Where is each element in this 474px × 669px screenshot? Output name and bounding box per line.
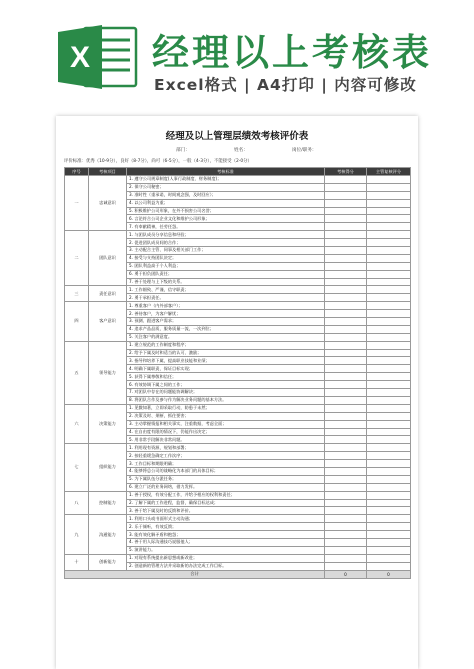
score-cell[interactable] (325, 223, 367, 231)
score-cell[interactable] (325, 286, 367, 294)
review-score-cell[interactable] (367, 420, 411, 428)
criterion-cell: 4. 善于用人际沟通技巧说服他人； (127, 538, 325, 546)
score-cell[interactable] (325, 562, 367, 570)
section-number: 七 (65, 444, 89, 491)
score-cell[interactable] (325, 270, 367, 278)
section-name: 组织能力 (89, 444, 127, 491)
criterion-cell: 5. 团队利益高于个人利益； (127, 262, 325, 270)
banner-title: 经理以上考核表 (152, 31, 432, 74)
criterion-cell: 5. 用非常手段解决非常问题。 (127, 436, 325, 444)
criterion-cell: 1. 遵守公司规章制度(人事行政制度、财务制度)； (127, 176, 325, 184)
review-score-cell[interactable] (367, 183, 411, 191)
review-score-cell[interactable] (367, 215, 411, 223)
criterion-cell: 6. 建立广泛的业务网络，借力发挥。 (127, 483, 325, 491)
criterion-cell: 1. 善于授权，有效分配工作，并给予相应的权利和责任； (127, 491, 325, 499)
score-cell[interactable] (325, 325, 367, 333)
review-score-cell[interactable] (367, 436, 411, 444)
score-cell[interactable] (325, 396, 367, 404)
criterion-cell: 5. 为下属队伍分派任务； (127, 475, 325, 483)
banner-subtitle: Excel格式 | A4打印 | 内容可修改 (154, 76, 417, 94)
review-score-cell[interactable] (367, 467, 411, 475)
criterion-cell: 3. 主动配合主管、同事及相关部门工作； (127, 247, 325, 255)
review-score-cell[interactable] (367, 239, 411, 247)
review-score-cell[interactable] (367, 176, 411, 184)
score-cell[interactable] (325, 183, 367, 191)
table-row (65, 491, 411, 499)
section-name: 客户意识 (89, 302, 127, 341)
score-cell[interactable] (325, 176, 367, 184)
table-body (65, 176, 411, 579)
score-cell[interactable] (325, 389, 367, 397)
criterion-cell: 4. 明确下属职责，保证目标实现； (127, 365, 325, 373)
review-score-cell[interactable] (367, 349, 411, 357)
criterion-cell: 7. 有奉献精神，任劳任怨。 (127, 223, 325, 231)
criterion-cell: 1. 利用口头或书面形式主动沟通； (127, 515, 325, 523)
criterion-cell: 2. 保守公司秘密； (127, 183, 325, 191)
section-number: 六 (65, 404, 89, 443)
score-cell[interactable] (325, 357, 367, 365)
score-cell[interactable] (325, 436, 367, 444)
review-score-cell[interactable] (367, 531, 411, 539)
table-row (65, 302, 411, 310)
score-cell[interactable] (325, 483, 367, 491)
review-score-cell[interactable] (367, 452, 411, 460)
criterion-cell: 4. 以公司利益为重； (127, 199, 325, 207)
evaluation-criteria: 评价标准：优秀（10-9分），良好（8-7分），尚可（6-5分），一般（4-3分），不能接受（2-0分） (64, 159, 252, 164)
score-cell[interactable] (325, 262, 367, 270)
review-score-cell[interactable] (367, 523, 411, 531)
header-review: 主管复核评分 (367, 168, 411, 176)
table-row (65, 341, 411, 349)
score-cell[interactable] (325, 428, 367, 436)
review-score-cell[interactable] (367, 389, 411, 397)
review-score-cell[interactable] (367, 247, 411, 255)
score-cell[interactable] (325, 310, 367, 318)
review-score-cell[interactable] (367, 325, 411, 333)
criterion-cell: 3. 主动掌握情报和相关事实，注重数据，考虑全面； (127, 420, 325, 428)
criterion-cell: 4. 在自由度有限的情况下，仍能作出决定； (127, 428, 325, 436)
section-number: 九 (65, 515, 89, 554)
total-review-score: 0 (367, 570, 411, 578)
criterion-cell: 6. 有效协调下属之间的工作； (127, 381, 325, 389)
header-standard: 考核标准 (127, 168, 325, 176)
section-name: 团队意识 (89, 231, 127, 286)
review-score-cell[interactable] (367, 396, 411, 404)
review-score-cell[interactable] (367, 483, 411, 491)
criterion-cell: 7. 善于处理与上下级的关系。 (127, 278, 325, 286)
review-score-cell[interactable] (367, 231, 411, 239)
criterion-cell: 1. 利用现有资源，规划和部署； (127, 444, 325, 452)
score-cell[interactable] (325, 199, 367, 207)
score-cell[interactable] (325, 538, 367, 546)
criterion-cell: 3. 工作目标和期限明确； (127, 460, 325, 468)
criterion-cell: 7. 对团队中存在的问题能协调解决； (127, 389, 325, 397)
review-score-cell[interactable] (367, 412, 411, 420)
total-row (65, 570, 411, 578)
document-title: 经理及以上管理层绩效考核评价表 (165, 131, 309, 142)
review-score-cell[interactable] (367, 270, 411, 278)
review-score-cell[interactable] (367, 318, 411, 326)
criterion-cell: 2. 乐于倾听，有效反馈； (127, 523, 325, 531)
review-score-cell[interactable] (367, 262, 411, 270)
criterion-cell: 5. 获得下属尊敬和信任； (127, 373, 325, 381)
review-score-cell[interactable] (367, 310, 411, 318)
table-row (65, 444, 411, 452)
review-score-cell[interactable] (367, 381, 411, 389)
criterion-cell: 3. 预测、跟进客户需求； (127, 318, 325, 326)
criterion-cell: 1. 见微知著，立即采取行动，防患于未然； (127, 404, 325, 412)
criterion-cell: 5. 演讲能力。 (127, 546, 325, 554)
score-cell[interactable] (325, 333, 367, 341)
table-row (65, 554, 411, 562)
criterion-cell: 3. 善于给下属及时的反馈和评价。 (127, 507, 325, 515)
document-sheet (56, 116, 418, 669)
score-cell[interactable] (325, 546, 367, 554)
score-cell[interactable] (325, 467, 367, 475)
score-cell[interactable] (325, 531, 367, 539)
criterion-cell: 3. 准时性（重承诺，时间观念强，及时回应）； (127, 191, 325, 199)
review-score-cell[interactable] (367, 546, 411, 554)
criterion-cell: 2. 善待客户，为客户解忧； (127, 310, 325, 318)
score-cell[interactable] (325, 294, 367, 302)
section-number: 一 (65, 176, 89, 231)
review-score-cell[interactable] (367, 365, 411, 373)
excel-logo-icon (54, 22, 140, 92)
score-cell[interactable] (325, 460, 367, 468)
header-score: 考核得分 (325, 168, 367, 176)
dept-field: 部门： (176, 148, 190, 153)
score-cell[interactable] (325, 254, 367, 262)
score-cell[interactable] (325, 215, 367, 223)
section-name: 控制能力 (89, 491, 127, 515)
criterion-cell: 1. 工作细致、严谨，信守职责； (127, 286, 325, 294)
section-number: 五 (65, 341, 89, 404)
score-cell[interactable] (325, 231, 367, 239)
review-score-cell[interactable] (367, 207, 411, 215)
criterion-cell: 6. 言论符合公司企业文化和维护公司形象； (127, 215, 325, 223)
review-score-cell[interactable] (367, 333, 411, 341)
section-number: 三 (65, 286, 89, 302)
section-name: 沟通能力 (89, 515, 127, 554)
total-score: 0 (325, 570, 367, 578)
evaluation-table (64, 167, 411, 579)
score-cell[interactable] (325, 523, 367, 531)
table-row (65, 404, 411, 412)
position-field: 岗位/职务： (292, 148, 317, 153)
review-score-cell[interactable] (367, 428, 411, 436)
score-cell[interactable] (325, 191, 367, 199)
score-cell[interactable] (325, 207, 367, 215)
review-score-cell[interactable] (367, 491, 411, 499)
criterion-cell: 2. 创造新的管理方法并采取新的办法完成工作目标。 (127, 562, 325, 570)
section-number: 四 (65, 302, 89, 341)
review-score-cell[interactable] (367, 499, 411, 507)
section-name: 责任意识 (89, 286, 127, 302)
table-row (65, 231, 411, 239)
score-cell[interactable] (325, 444, 367, 452)
table-header-row (65, 168, 411, 176)
criterion-cell: 3. 能有效化解矛盾和抱怨； (127, 531, 325, 539)
section-name: 决策能力 (89, 404, 127, 443)
review-score-cell[interactable] (367, 223, 411, 231)
criterion-cell: 3. 指导和培养下属，提高职业技能和业绩； (127, 357, 325, 365)
criterion-cell: 2. 了解下属的工作进程，监督，确保目标达成； (127, 499, 325, 507)
section-name: 创新能力 (89, 554, 127, 570)
table-row (65, 286, 411, 294)
review-score-cell[interactable] (367, 460, 411, 468)
logo-letter: X (69, 41, 91, 74)
review-score-cell[interactable] (367, 444, 411, 452)
review-score-cell[interactable] (367, 191, 411, 199)
score-cell[interactable] (325, 381, 367, 389)
score-cell[interactable] (325, 507, 367, 515)
total-label: 合计 (65, 570, 325, 578)
name-field: 姓名： (234, 148, 248, 153)
criterion-cell: 4. 接受与支持团队决定； (127, 254, 325, 262)
section-name: 领导能力 (89, 341, 127, 404)
score-cell[interactable] (325, 491, 367, 499)
criterion-cell: 4. 能够将总公司的战略化为本部门的具体目标； (127, 467, 325, 475)
score-cell[interactable] (325, 247, 367, 255)
header-number: 序号 (65, 168, 89, 176)
review-score-cell[interactable] (367, 562, 411, 570)
review-score-cell[interactable] (367, 294, 411, 302)
review-score-cell[interactable] (367, 554, 411, 562)
header-banner (0, 0, 474, 112)
score-cell[interactable] (325, 302, 367, 310)
review-score-cell[interactable] (367, 538, 411, 546)
criterion-cell: 1. 尊重客户（内外部客户）； (127, 302, 325, 310)
review-score-cell[interactable] (367, 404, 411, 412)
section-number: 二 (65, 231, 89, 286)
score-cell[interactable] (325, 554, 367, 562)
criterion-cell: 2. 给予下属及时和适当的认可、激励； (127, 349, 325, 357)
criterion-cell: 1. 建立规范的工作制度和程序； (127, 341, 325, 349)
criterion-cell: 2. 勇于承担责任。 (127, 294, 325, 302)
score-cell[interactable] (325, 412, 367, 420)
table-row (65, 176, 411, 184)
criterion-cell: 5. 积极维护公司形象，在外不损害公司名誉； (127, 207, 325, 215)
score-cell[interactable] (325, 515, 367, 523)
criterion-cell: 8. 将团队合作及参与作为解决业务问题的基本方法。 (127, 396, 325, 404)
criterion-cell: 2. 按轻重缓急确定工作次序； (127, 452, 325, 460)
criterion-cell: 1. 对现有系统提出新思想或新改进； (127, 554, 325, 562)
review-score-cell[interactable] (367, 507, 411, 515)
criterion-cell: 1. 与团队成员分享信息和经验； (127, 231, 325, 239)
score-cell[interactable] (325, 318, 367, 326)
criterion-cell: 6. 勇于担负团队责任； (127, 270, 325, 278)
score-cell[interactable] (325, 499, 367, 507)
review-score-cell[interactable] (367, 199, 411, 207)
score-cell[interactable] (325, 365, 367, 373)
score-cell[interactable] (325, 349, 367, 357)
section-number: 八 (65, 491, 89, 515)
review-score-cell[interactable] (367, 254, 411, 262)
section-number: 十 (65, 554, 89, 570)
review-score-cell[interactable] (367, 278, 411, 286)
review-score-cell[interactable] (367, 515, 411, 523)
score-cell[interactable] (325, 420, 367, 428)
section-name: 忠诚意识 (89, 176, 127, 231)
criterion-cell: 2. 决策及时、果断，抓住要害； (127, 412, 325, 420)
score-cell[interactable] (325, 452, 367, 460)
score-cell[interactable] (325, 404, 367, 412)
criterion-cell: 4. 追求产品品质，服务质量一流，一次到位； (127, 325, 325, 333)
review-score-cell[interactable] (367, 286, 411, 294)
review-score-cell[interactable] (367, 357, 411, 365)
criterion-cell: 2. 促进团队成员间的合作； (127, 239, 325, 247)
score-cell[interactable] (325, 278, 367, 286)
review-score-cell[interactable] (367, 341, 411, 349)
review-score-cell[interactable] (367, 302, 411, 310)
score-cell[interactable] (325, 239, 367, 247)
criterion-cell: 5. 关注客户的满意度。 (127, 333, 325, 341)
score-cell[interactable] (325, 373, 367, 381)
header-item: 考核项目 (89, 168, 127, 176)
review-score-cell[interactable] (367, 475, 411, 483)
review-score-cell[interactable] (367, 373, 411, 381)
table-row (65, 515, 411, 523)
score-cell[interactable] (325, 341, 367, 349)
score-cell[interactable] (325, 475, 367, 483)
